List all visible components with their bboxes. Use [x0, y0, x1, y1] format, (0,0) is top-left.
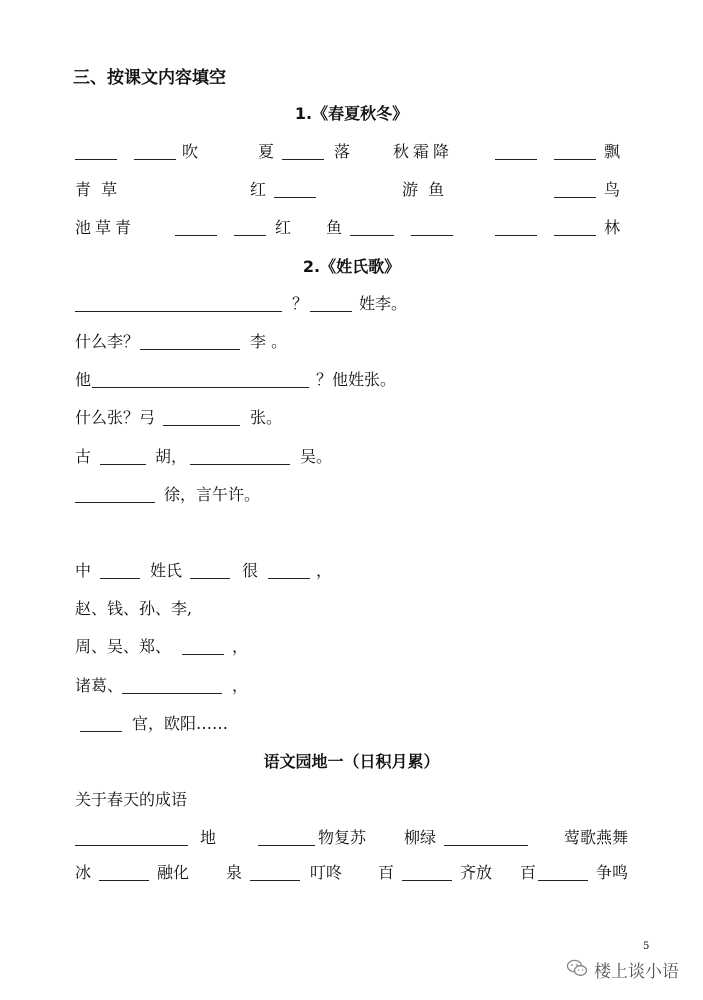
poem1-r1-qiushuangjiang: 秋霜降 [393, 142, 454, 161]
poem2-l7-a: 中 [75, 561, 92, 580]
blank[interactable] [538, 880, 588, 881]
garden-r2-e: 百 [378, 863, 395, 882]
poem1-r1-chui: 吹 [182, 142, 199, 161]
blank[interactable] [75, 159, 117, 160]
garden-r1-b: 物复苏 [318, 828, 367, 847]
poem2-l5-a: 古 [75, 447, 92, 466]
poem2-l9-b: ， [232, 637, 249, 656]
poem2-l4-b: 张。 [250, 408, 283, 427]
poem2-l3-a: 他 [75, 370, 92, 389]
blank[interactable] [402, 880, 452, 881]
garden-r2-g: 百 [520, 863, 537, 882]
poem2-l4-a: 什么张？弓 [75, 408, 156, 427]
poem1-r1-xia: 夏 [258, 142, 275, 161]
garden-title: 语文园地一（日积月累） [263, 752, 440, 771]
poem1-r3-hong: 红 [275, 218, 292, 237]
blank[interactable] [350, 235, 394, 236]
blank[interactable] [310, 311, 352, 312]
blank[interactable] [75, 502, 155, 503]
watermark-text: 楼上谈小语 [594, 962, 679, 982]
garden-r2-h: 争鸣 [596, 863, 629, 882]
blank[interactable] [554, 197, 596, 198]
blank[interactable] [100, 578, 140, 579]
poem2-l7-b: 姓氏 [150, 561, 183, 580]
garden-r1-c: 柳绿 [404, 828, 437, 847]
poem2-l3-b: ？他姓张。 [316, 370, 397, 389]
blank[interactable] [444, 845, 528, 846]
wechat-icon [566, 958, 588, 982]
blank[interactable] [92, 387, 309, 388]
garden-r1-d: 莺歌燕舞 [564, 828, 629, 847]
garden-r2-d: 叮咚 [310, 863, 343, 882]
poem2-l2-b: 李 。 [250, 332, 288, 351]
poem1-title: 1.《春夏秋冬》 [294, 104, 409, 123]
poem2-l2-a: 什么李？ [75, 332, 140, 351]
section-heading: 三、按课文内容填空 [73, 68, 226, 88]
poem2-l11: 官，欧阳…… [132, 714, 229, 733]
poem1-r3-lin: 林 [604, 218, 621, 237]
garden-r2-b: 融化 [157, 863, 190, 882]
poem2-title: 2.《姓氏歌》 [302, 257, 401, 276]
garden-r2-f: 齐放 [460, 863, 493, 882]
blank[interactable] [140, 349, 240, 350]
page-number: 5 [643, 941, 650, 952]
blank[interactable] [495, 159, 537, 160]
poem2-l7-d: ， [316, 561, 333, 580]
blank[interactable] [190, 578, 230, 579]
blank[interactable] [274, 197, 316, 198]
blank[interactable] [122, 693, 222, 694]
poem1-r2-niao: 鸟 [604, 180, 621, 199]
blank[interactable] [75, 311, 282, 312]
poem2-l6-a: 徐，言午许。 [164, 485, 261, 504]
poem1-r2-hong: 红 [250, 180, 267, 199]
poem2-l8: 赵、钱、孙、李, [75, 599, 193, 618]
blank[interactable] [99, 880, 149, 881]
poem1-r3-chicaoqing: 池草青 [75, 218, 136, 237]
garden-r2-a: 冰 [75, 863, 92, 882]
blank[interactable] [175, 235, 217, 236]
blank[interactable] [182, 654, 224, 655]
blank[interactable] [282, 159, 324, 160]
poem1-r3-yu: 鱼 [326, 218, 343, 237]
poem1-r1-piao: 飘 [604, 142, 621, 161]
blank[interactable] [258, 845, 315, 846]
blank[interactable] [163, 425, 240, 426]
blank[interactable] [268, 578, 310, 579]
poem1-r1-luo: 落 [334, 142, 351, 161]
poem2-l1-xingli: 姓李。 [359, 294, 408, 313]
poem2-l9-a: 周、吴、郑、 [75, 637, 172, 656]
poem1-r2-qingcao: 青 草 [75, 180, 118, 199]
blank[interactable] [554, 159, 596, 160]
blank[interactable] [190, 464, 290, 465]
garden-r1-a: 地 [200, 828, 217, 847]
garden-subtitle: 关于春天的成语 [75, 790, 188, 809]
blank[interactable] [495, 235, 537, 236]
garden-r2-c: 泉 [226, 863, 243, 882]
poem1-r2-youyu: 游 鱼 [402, 180, 445, 199]
blank[interactable] [554, 235, 596, 236]
poem2-l5-c: 吴。 [300, 447, 333, 466]
watermark [566, 957, 679, 982]
blank[interactable] [134, 159, 176, 160]
blank[interactable] [80, 731, 122, 732]
poem2-l10-b: ， [232, 676, 249, 695]
poem2-l5-b: 胡， [155, 447, 188, 466]
blank[interactable] [75, 845, 188, 846]
blank[interactable] [250, 880, 300, 881]
poem2-l1-q: ？ [292, 294, 309, 313]
blank[interactable] [234, 235, 266, 236]
blank[interactable] [411, 235, 453, 236]
blank[interactable] [100, 464, 146, 465]
poem2-l7-c: 很 [242, 561, 259, 580]
poem2-l10-a: 诸葛、 [75, 676, 124, 695]
